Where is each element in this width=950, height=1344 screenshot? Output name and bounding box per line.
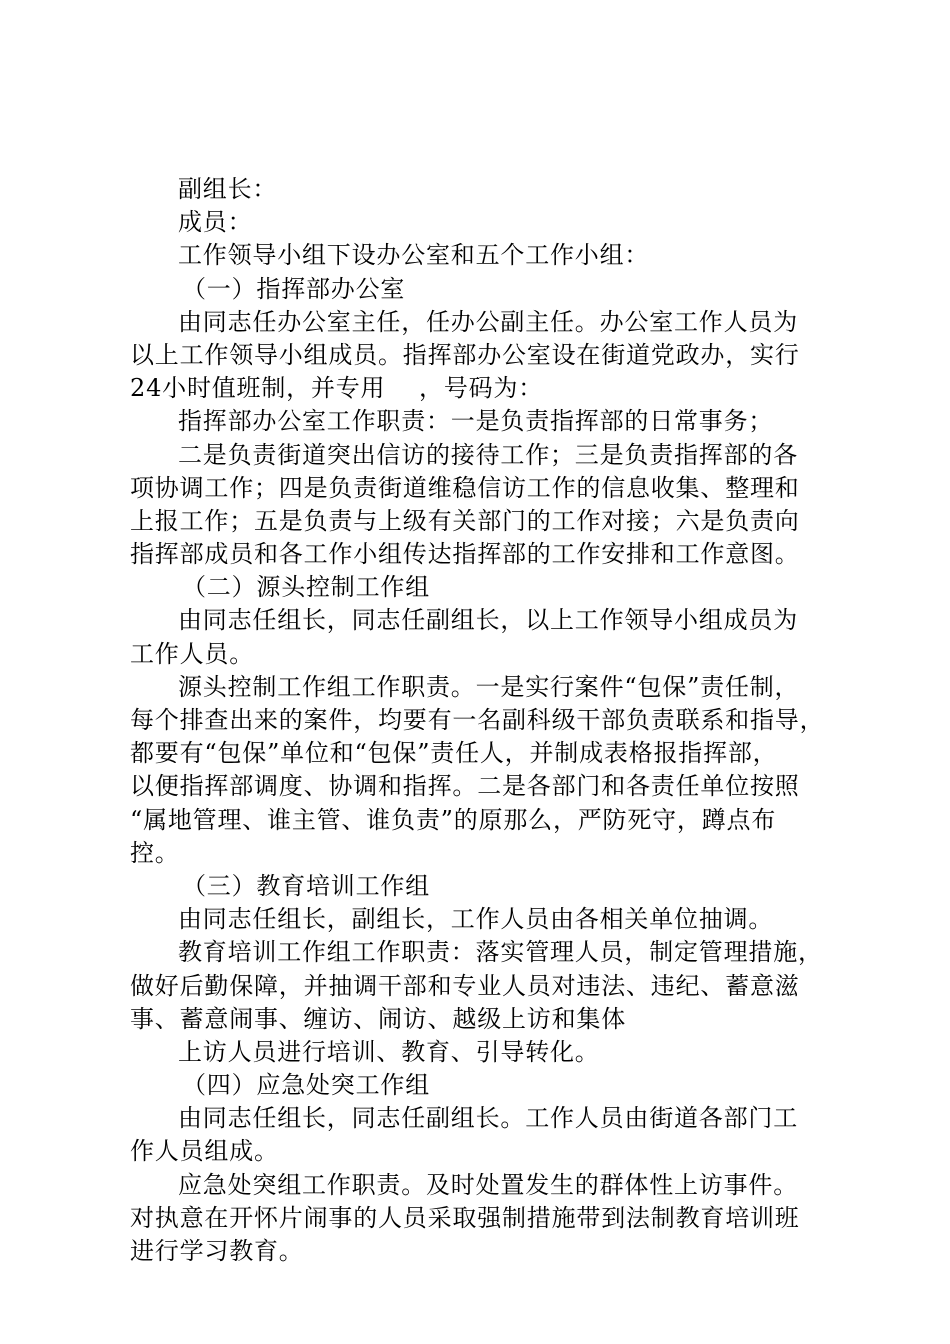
paragraph-line: 指挥部成员和各工作小组传达指挥部的工作安排和工作意图。 [130, 540, 800, 569]
paragraph-line: 由同志任组长，副组长，工作人员由各相关单位抽调。 [178, 905, 774, 934]
paragraph-line: 二是负责街道突出信访的接待工作；三是负责指挥部的各 [178, 440, 798, 469]
paragraph-line: 每个排查出来的案件，均要有一名副科级干部负责联系和指导， [130, 706, 825, 734]
paragraph-line: 对执意在开怀片闹事的人员采取强制措施带到法制教育培训班 [130, 1203, 800, 1232]
document-body [130, 173, 825, 1268]
paragraph-line: 作人员组成。 [130, 1137, 279, 1166]
paragraph-line: 24小时值班制，并专用 ，号码为： [130, 374, 544, 403]
paragraph-line: 项协调工作；四是负责街道维稳信访工作的信息收集、整理和 [130, 473, 800, 502]
paragraph-line: “属地管理、谁主管、谁负责”的原那么，严防死守，蹲点布 [130, 805, 777, 834]
paragraph-line: 以便指挥部调度、协调和指挥。二是各部门和各责任单位按照 [130, 772, 800, 801]
paragraph-line: 由同志任办公室主任，任办公副主任。办公室工作人员为 [178, 307, 798, 336]
paragraph-line: 指挥部办公室工作职责：一是负责指挥部的日常事务； [178, 407, 774, 436]
paragraph-line: 都要有“包保”单位和“包保”责任人，并制成表格报指挥部， [130, 739, 778, 768]
section-heading-2: （二）源头控制工作组 [182, 573, 430, 602]
paragraph-line: 事、蓄意闹事、缠访、闹访、越级上访和集体 [130, 1004, 626, 1033]
paragraph-line: 由同志任组长，同志任副组长。工作人员由街道各部门工 [178, 1104, 798, 1133]
paragraph-line: 上报工作；五是负责与上级有关部门的工作对接；六是负责向 [130, 506, 800, 535]
paragraph-line: 控。 [130, 838, 180, 867]
paragraph-line: 教育培训工作组工作职责：落实管理人员，制定管理措施， [178, 938, 823, 967]
section-heading-1: （一）指挥部办公室 [182, 274, 406, 303]
members-line: 成员： [178, 208, 253, 237]
paragraph-line: 工作人员。 [130, 639, 254, 668]
section-heading-4: （四）应急处突工作组 [182, 1071, 430, 1100]
paragraph-line: 进行学习教育。 [130, 1237, 304, 1265]
paragraph-line: 源头控制工作组工作职责。一是实行案件“包保”责任制， [178, 672, 800, 701]
paragraph-line: 以上工作领导小组成员。指挥部办公室设在街道党政办，实行 [130, 340, 800, 369]
section-heading-3: （三）教育培训工作组 [182, 871, 430, 900]
paragraph-line: 做好后勤保障，并抽调干部和专业人员对违法、违纪、蓄意滋 [130, 971, 800, 1000]
paragraph-line: 上访人员进行培训、教育、引导转化。 [178, 1037, 600, 1066]
paragraph-line: 工作领导小组下设办公室和五个工作小组： [178, 241, 650, 270]
deputy-leader-line: 副组长： [178, 175, 278, 203]
paragraph-line: 由同志任组长，同志任副组长，以上工作领导小组成员为 [178, 606, 798, 635]
paragraph-line: 应急处突组工作职责。及时处置发生的群体性上访事件。 [178, 1170, 798, 1199]
